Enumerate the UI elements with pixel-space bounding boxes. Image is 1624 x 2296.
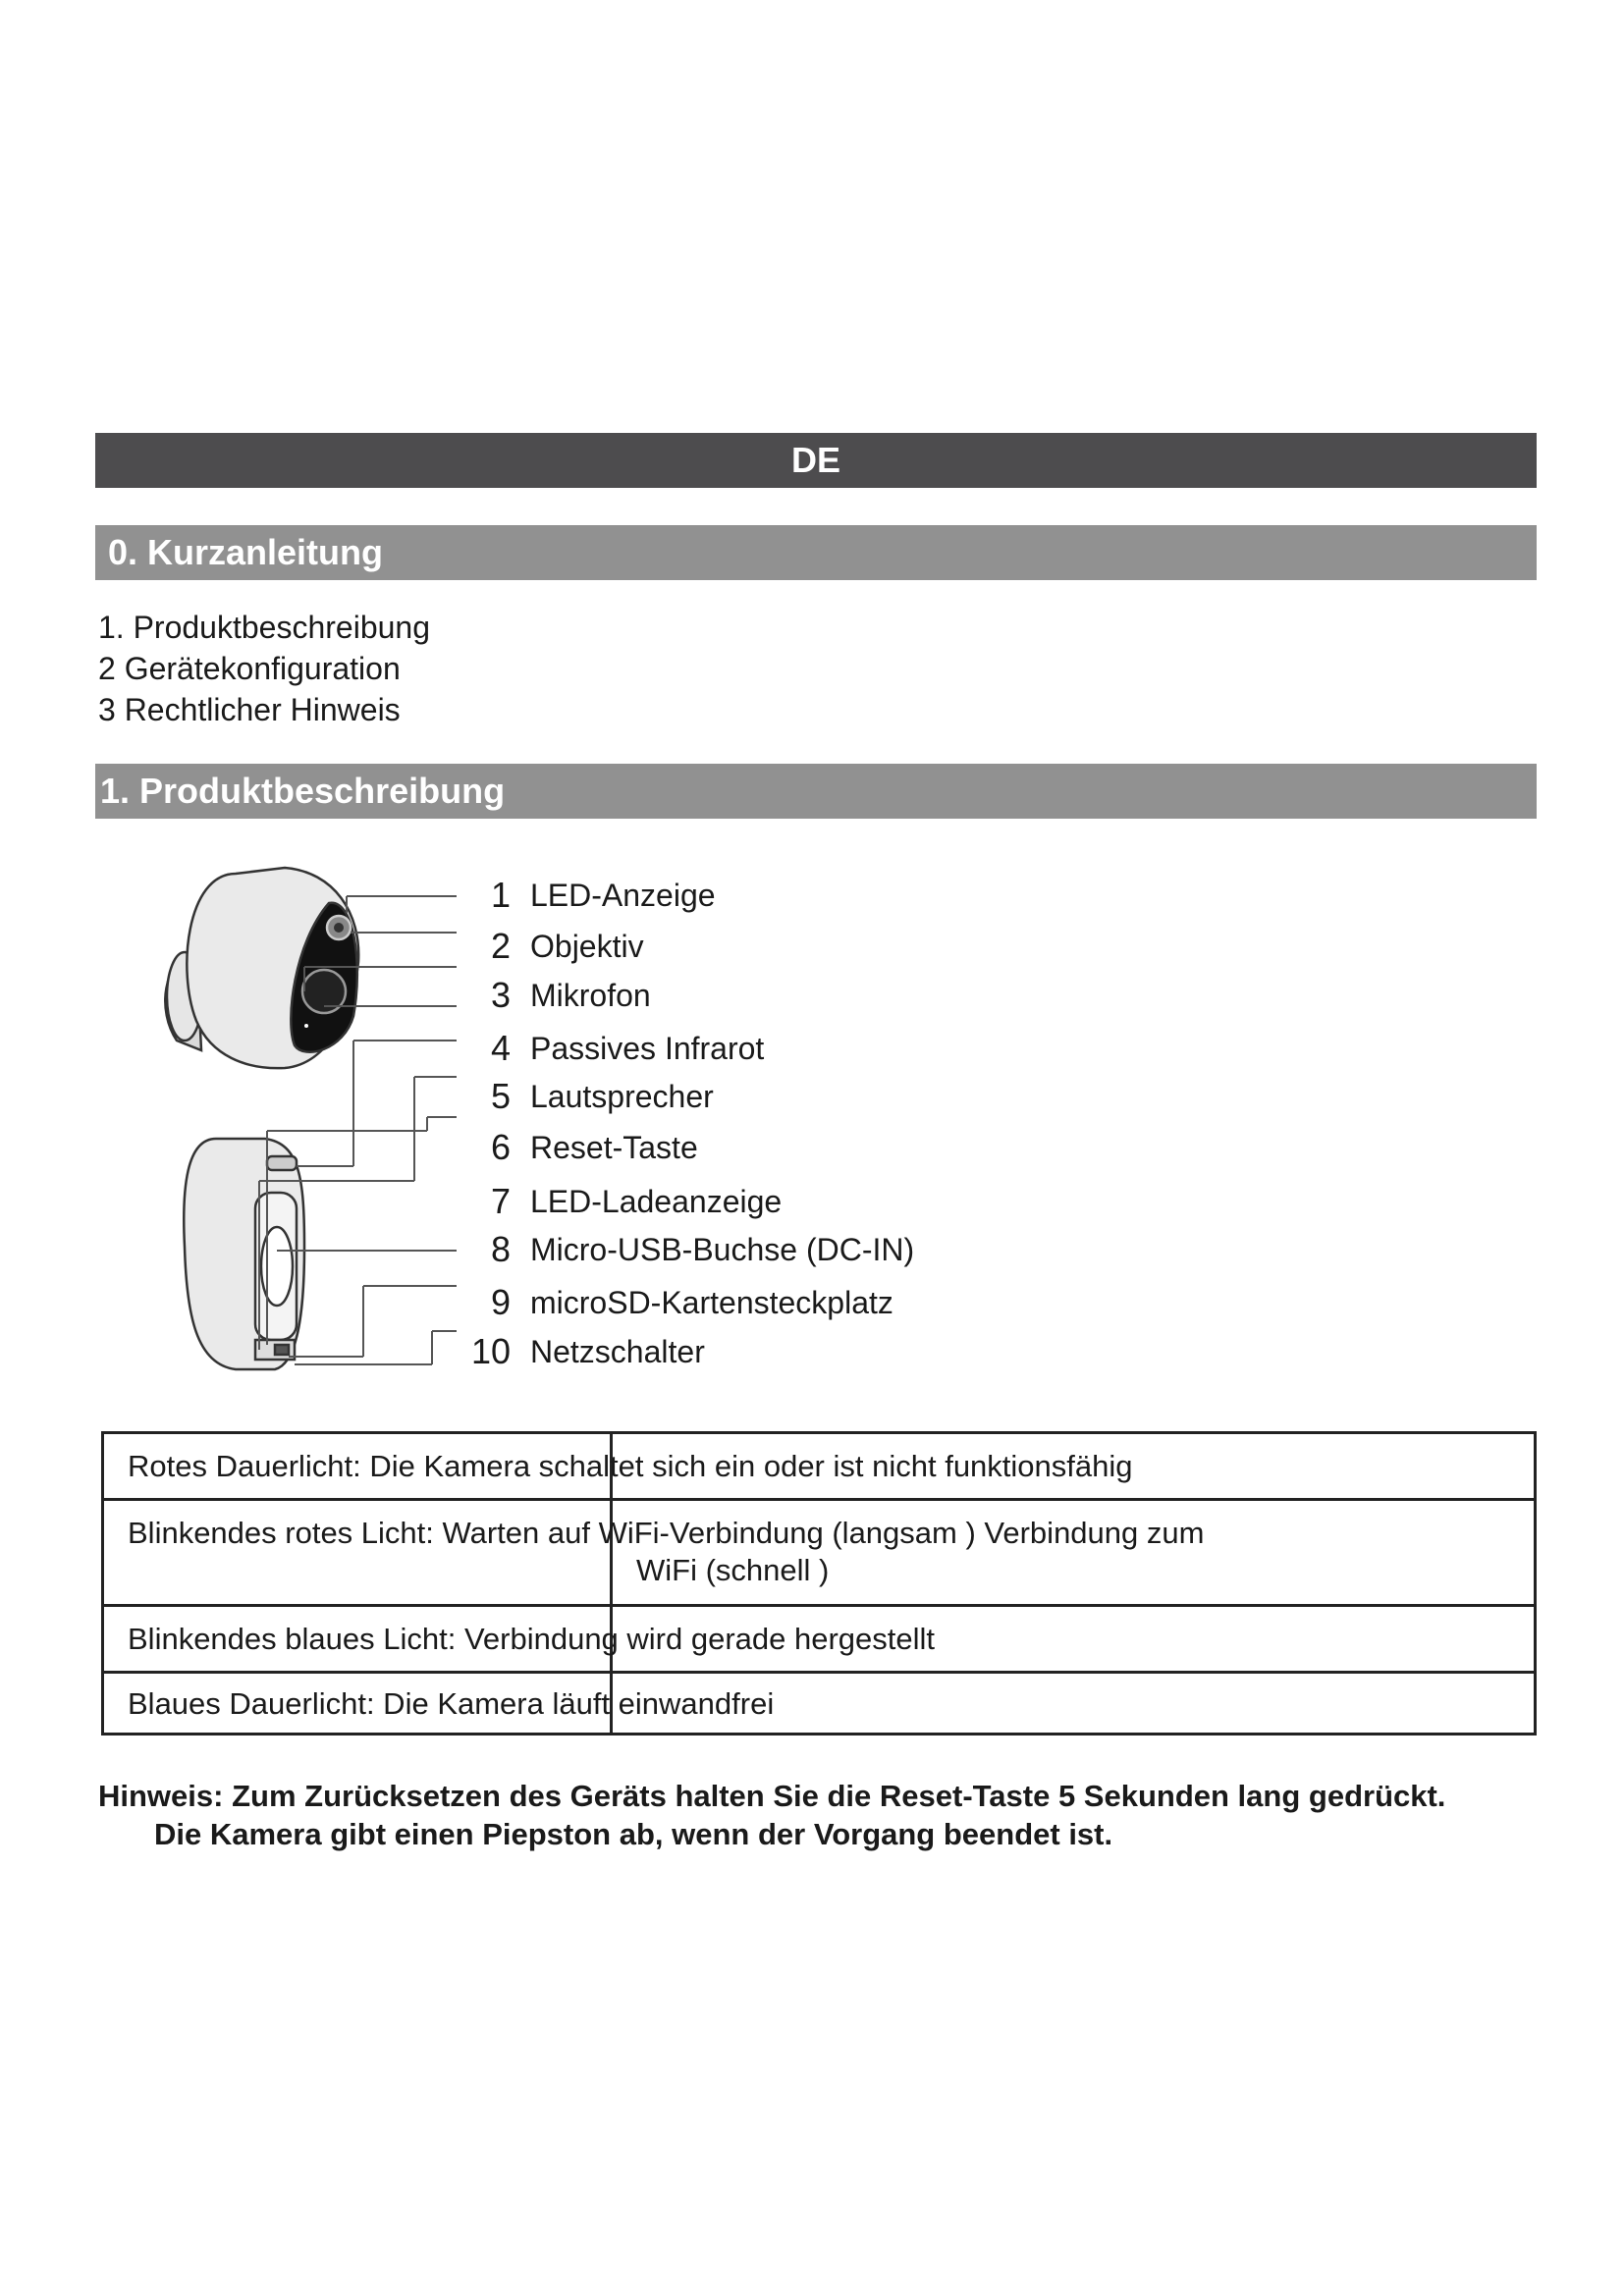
part-label: Reset-Taste: [530, 1129, 698, 1165]
language-tag: DE: [790, 440, 840, 480]
part-label: Mikrofon: [530, 977, 651, 1013]
section-title: 1. Produktbeschreibung: [100, 771, 506, 811]
power-switch-icon: [275, 1345, 289, 1355]
table-row: [104, 1501, 1534, 1607]
part-label: Lautsprecher: [530, 1078, 714, 1114]
language-header: [95, 433, 1537, 488]
led-status-continuation: WiFi (schnell ): [636, 1553, 830, 1587]
table-row: [104, 1607, 1534, 1674]
note-line-2: Die Kamera gibt einen Piepston ab, wenn der Vorgang beendet ist.: [154, 1817, 1113, 1851]
part-number: 8: [490, 1229, 511, 1269]
part-number: 7: [490, 1181, 511, 1221]
part-label: LED-Ladeanzeige: [530, 1183, 783, 1219]
part-label: Micro-USB-Buchse (DC-IN): [530, 1231, 915, 1267]
part-label: LED-Anzeige: [530, 877, 716, 913]
led-status-text: Blinkendes blaues Licht: Verbindung wird gerade hergestellt: [128, 1622, 936, 1656]
reset-note: [98, 1777, 1551, 1853]
part-label: microSD-Kartensteckplatz: [530, 1284, 893, 1320]
part-label: Netzschalter: [530, 1333, 705, 1369]
part-number: 1: [490, 875, 511, 915]
part-label: Objektiv: [530, 928, 644, 964]
section-heading-product-description: [95, 764, 1537, 819]
speaker-grille-icon: [267, 1156, 297, 1170]
toc-item: 2 Gerätekonfiguration: [98, 651, 401, 686]
part-number: 3: [490, 975, 511, 1015]
part-number: 6: [490, 1127, 511, 1167]
section-title: 0. Kurzanleitung: [108, 532, 384, 572]
note-line-1: Hinweis: Zum Zurücksetzen des Geräts halten Sie die Reset-Taste 5 Sekunden lang gedrückt.: [98, 1779, 1446, 1813]
section-heading-quickstart: [95, 525, 1537, 580]
part-number: 4: [490, 1028, 511, 1068]
part-label: Passives Infrarot: [530, 1030, 765, 1066]
toc-item: 1. Produktbeschreibung: [98, 610, 430, 645]
part-number: 2: [490, 926, 511, 966]
table-of-contents: [98, 607, 430, 730]
table-row: [104, 1434, 1534, 1501]
part-number: 9: [490, 1282, 511, 1322]
led-status-cell: [128, 1515, 1204, 1589]
led-status-text: Rotes Dauerlicht: Die Kamera schaltet sich ein oder ist nicht funktionsfähig: [128, 1449, 1133, 1483]
part-number: 10: [470, 1331, 511, 1371]
led-status-text: Blinkendes rotes Licht: Warten auf WiFi-Verbindung (langsam ) Verbindung zum: [128, 1516, 1205, 1550]
led-status-text: Blaues Dauerlicht: Die Kamera läuft einwandfrei: [128, 1686, 775, 1721]
part-number: 5: [490, 1076, 511, 1116]
led-status-table: [101, 1431, 1537, 1735]
camera-diagram: [157, 854, 511, 1404]
toc-item: 3 Rechtlicher Hinweis: [98, 692, 401, 727]
table-row: [104, 1674, 1534, 1735]
